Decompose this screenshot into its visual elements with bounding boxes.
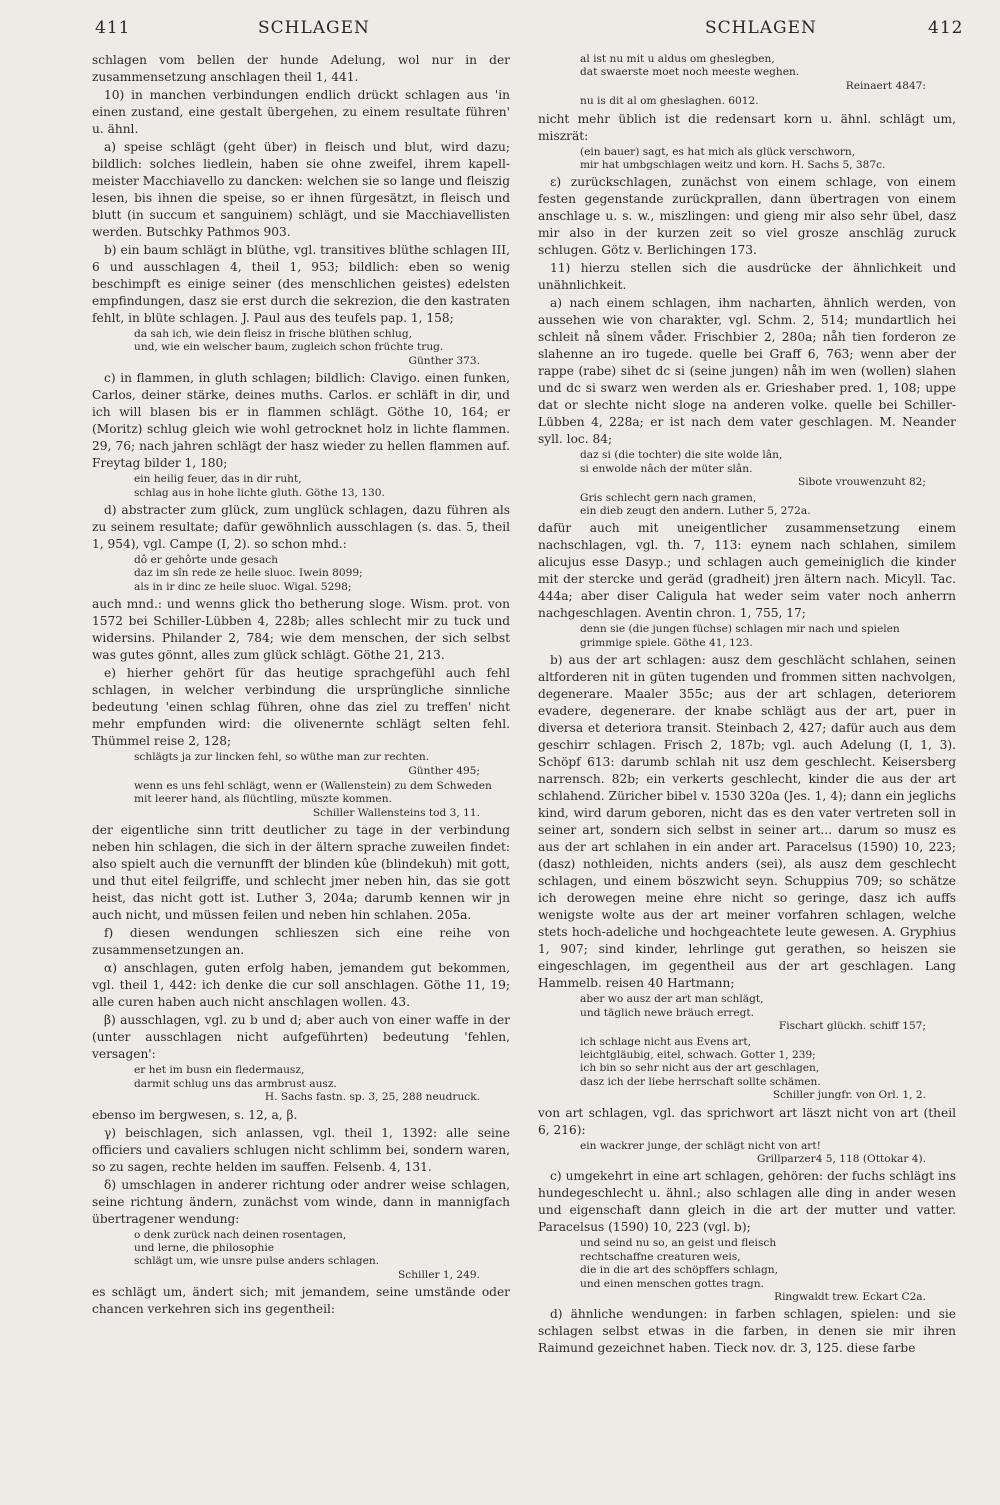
quotation-source: H. Sachs fastn. sp. 3, 25, 288 neudruck.	[264, 1091, 480, 1104]
quotation-line: denn sie (die jungen füchse) schlagen mir nach und spielen	[580, 623, 900, 636]
quotation-line: nu is dit al om gheslaghen. 6012.	[580, 95, 759, 108]
quotation-line: leichtgläubig, eitel, schwach. Gotter 1, 239;	[580, 1048, 816, 1061]
quotation-line: mir hat umbgschlagen weitz und korn. H. Sachs 5, 387c.	[580, 159, 886, 172]
quotation-line: und seind nu so, an geist und fleisch	[580, 1237, 777, 1250]
quotation-line: aber wo ausz der art man schlägt,	[580, 993, 764, 1006]
entry-paragraph: δ) umschlagen in anderer richtung oder andrer weise schlagen, seine richtung ändern, zunächst vom winde, dann in mannigfach übertragener wendung:	[92, 1177, 510, 1226]
entry-paragraph: b) aus der art schlagen: ausz dem geschlächt schlahen, seinen altforderen nit in güten tugenden und frommen sitten nachvolgen, degenerare. Maaler 355c; aus der art schlagen, deteriorem evadere, degenerare. der knabe schlägt aus der art, puer in diversa et deteriora transit. Steinbach 2, 427; dafür auch aus dem geschirr schlagen. Frisch 2, 187b; vgl. auch Adelung (I, 1, 3). Schöpf 613: darumb schlah nit usz dem geschlecht. Keisersberg narrensch. 82b; ein verkerts geschlecht, kinder die aus der art schlahend. Züricher bibel v. 1530 320a (Jes. 1, 4); dann ein jeglichs kind, wird darum geboren, nicht das es den vater vertreten soll in seiner art, sondern sich selbst in seiner art... darum so musz es aus der art schlahen in ein ander art. Paracelsus (1590) 10, 223; (dasz) nothleiden, nichts anders (sei), als ausz dem geschlecht schlagen, und einem böszwicht seyn. Schuppius 709; so schätze ich derowegen meine ehre nicht so geringe, dasz ich auffs wenigste wolte aus der art meiner vorfahren schlagen, welche stets hoch-adeliche und hochgeachtete leute gewesen. A. Gryphius 1, 907; sind kinder, lehrlinge gut gerathen, so heiszen sie eingeschlagen, im gegentheil aus der art geschlagen. Lang Hammelb. reisen 40 Hartmann;	[538, 653, 956, 991]
quotation-line: er het im busn ein fledermausz,	[134, 1064, 305, 1077]
quotation-line: schlägt um, wie unsre pulse anders schlagen.	[134, 1255, 380, 1268]
quotation-line: Gris schlecht gern nach gramen,	[580, 491, 757, 504]
quotation-source: Fischart glückh. schiff 157;	[778, 1020, 926, 1033]
entry-paragraph: e) hierher gehört für das heutige sprachgefühl auch fehl schlagen, in welcher verbindung die ursprüngliche sinnliche bedeutung 'einen schlag führen, ohne das ziel zu treffen' nicht mehr empfunden wird: die olivenernte schlägt selten fehl. Thümmel reise 2, 128;	[92, 666, 510, 749]
quotation-line: schlag aus in hohe lichte gluth. Göthe 13, 130.	[134, 486, 385, 499]
quotation-line: da sah ich, wie dein fleisz in frische blüthen schlug,	[134, 328, 412, 340]
quotation-line: (ein bauer) sagt, es hat mich als glück verschworn,	[580, 145, 856, 158]
quotation-line: al ist nu mit u aldus om gheslegben,	[580, 53, 775, 65]
quotation-block	[538, 1140, 956, 1167]
entry-paragraph: dafür auch mit uneigentlicher zusammensetzung einem nachschlagen, vgl. th. 7, 113: eynem nach schlahen, similem alicujus esse Dasyp.; und schlagen auch gemeiniglich die kinder mit der stercke und geräd (gradheit) jren ältern nach. Micyll. Tac. 444a; aber diser Caligula hat weder seim vater noch anherrn nachgeschlagen. Aventin chron. 1, 755, 17;	[538, 521, 956, 621]
quotation-source: Schiller jungfr. von Orl. 1, 2.	[772, 1089, 926, 1102]
quotation-block	[92, 554, 510, 594]
entry-paragraph: schlagen vom bellen der hunde Adelung, wol nur in der zusammensetzung anschlagen theil 1, 441.	[92, 53, 510, 84]
entry-paragraph: a) speise schlägt (geht über) in fleisch und blut, wird dazu; bildlich: solches liedlein, haben sie ohne zweifel, ihrem kapell-meister Macchiavello zu dancken: welchen sie so lange und fleiszig lesen, bis ihnen die speise, so er ihnen fürgesätzt, in fleisch und blutt (in succum et sanguinem) schlägt, und sie Macchiavellisten werden. Butschky Pathmos 903.	[92, 140, 510, 239]
left-running-head: SCHLAGEN	[258, 18, 370, 38]
quotation-line: und einen menschen gottes tragn.	[580, 1277, 764, 1290]
quotation-line: die in die art des schöpffers schlagn,	[580, 1264, 778, 1277]
quotation-line: und lerne, die philosophie	[134, 1241, 274, 1254]
quotation-block	[538, 492, 956, 519]
quotation-line: und täglich newe bräuch erregt.	[580, 1006, 755, 1019]
quotation-line: als in ir dinc ze heile sluoc. Wigal. 5298;	[134, 580, 352, 593]
quotation-source: Ringwaldt trew. Eckart C2a.	[774, 1290, 926, 1303]
quotation-line: dasz ich der liebe herrschaft sollte schämen.	[580, 1075, 821, 1088]
quotation-block	[538, 95, 956, 108]
quotation-source: Schiller Wallensteins tod 3, 11.	[312, 806, 480, 819]
quotation-source: Günther 373.	[408, 354, 480, 367]
quotation-block	[538, 623, 956, 650]
entry-paragraph: 11) hierzu stellen sich die ausdrücke der ähnlichkeit und unähnlichkeit.	[538, 261, 956, 293]
entry-paragraph: f) diesen wendungen schlieszen sich eine reihe von zusammensetzungen an.	[92, 926, 510, 958]
right-running-head: SCHLAGEN	[705, 18, 817, 38]
quotation-line: grimmige spiele. Göthe 41, 123.	[580, 636, 753, 649]
left-page-number: 411	[95, 18, 131, 38]
entry-paragraph: nicht mehr üblich ist die redensart korn u. ähnl. schlägt um, miszrät:	[538, 111, 956, 143]
quotation-block	[92, 1229, 510, 1283]
quotation-block	[538, 146, 956, 173]
quotation-line: ein dieb zeugt den andern. Luther 5, 272a.	[580, 505, 811, 518]
entry-paragraph: c) umgekehrt in eine art schlagen, gehören: der fuchs schlägt ins hundegeschlecht u. ähnl.; also schlagen alle ding in ander wesen und eigenschaft dann gleich in die art der mutter und vatter. Paracelsus (1590) 10, 223 (vgl. b);	[538, 1169, 956, 1235]
entry-paragraph: a) nach einem schlagen, ihm nacharten, ähnlich werden, von aussehen wie von charakter, vgl. Schm. 2, 514; mundartlich hei schleit nå sînem våder. Frischbier 2, 280a; nåh tien forderon ze slahenne an iro tugede. quelle bei Graff 6, 763; wenn aber der rappe (rabe) sihet dc si (seine jungen) nåh im wen (wollen) slahen und dc si swarz wen werden als er. Grieshaber pred. 1, 108; uppe dat or slechte nicht sloge na anderen volke. quelle bei Schiller-Lübben 4, 228a; er ist nach dem vater geschlagen. M. Neander syll. loc. 84;	[538, 296, 956, 447]
quotation-block	[538, 449, 956, 489]
entry-paragraph: es schlägt um, ändert sich; mit jemandem, seine umstände oder chancen verkehren sich ins gegentheil:	[92, 1285, 510, 1317]
quotation-line: daz im sîn rede ze heile sluoc. Iwein 8099;	[134, 567, 363, 580]
quotation-block	[92, 751, 510, 778]
entry-paragraph: γ) beischlagen, sich anlassen, vgl. theil 1, 1392: alle seine officiers und cavaliers schlugen nicht schlimm bei, sondern waren, so zu sagen, rechte helden im sauffen. Felsenb. 4, 131.	[92, 1125, 510, 1174]
quotation-block	[92, 780, 510, 820]
quotation-line: dô er gehôrte unde gesach	[134, 554, 279, 567]
quotation-source: Sibote vrouwenzuht 82;	[797, 476, 926, 489]
quotation-line: ein heilig feuer, das in dir ruht,	[134, 473, 302, 486]
entry-paragraph: b) ein baum schlägt in blüthe, vgl. transitives blüthe schlagen III, 6 und ausschlagen 4, theil 1, 953; bildlich: eben so wenig beschimpft es einige seiner (des menschlichen geistes) edelsten empfindungen, dasz sie erst durch die sekrezion, die den kastraten fehlt, in blüte schlagen. J. Paul aus des teufels pap. 1, 158;	[92, 243, 510, 325]
entry-paragraph: d) abstracter zum glück, zum unglück schlagen, dazu führen als zu seinem resultate; dafür gewöhnlich ausschlagen (s. das. 5, theil 1, 954), vgl. Campe (I, 2). so schon mhd.:	[92, 503, 510, 552]
entry-paragraph: 10) in manchen verbindungen endlich drückt schlagen aus 'in einen zustand, eine gestalt übergehen, zu einem resultate führen' u. ähnl.	[92, 88, 510, 136]
right-column	[538, 52, 956, 1358]
quotation-line: ich bin so sehr nicht aus der art geschlagen,	[580, 1062, 820, 1075]
quotation-line: o denk zurück nach deinen rosentagen,	[134, 1228, 347, 1241]
quotation-block	[538, 993, 956, 1033]
quotation-block	[92, 1064, 510, 1104]
quotation-source: Grillparzer4 5, 118 (Ottokar 4).	[756, 1152, 926, 1165]
quotation-line: ein wackrer junge, der schlägt nicht von art!	[580, 1139, 821, 1152]
quotation-block	[538, 1036, 956, 1103]
quotation-block	[92, 328, 510, 368]
entry-paragraph: c) in flammen, in gluth schlagen; bildlich: Clavigo. einen funken, Carlos, deiner stärke, deines muths. Carlos. er schläft in dir, und ich will blasen bis er in flammen schlägt. Göthe 10, 164; er (Moritz) schlug gleich wie wohl getrocknet holz in lichte flammen. 29, 76; nach jahren schlägt der hasz wieder zu hellen flammen auf. Freytag bilder 1, 180;	[92, 371, 510, 471]
quotation-source: Reinaert 4847:	[845, 79, 926, 92]
right-page-number: 412	[928, 18, 964, 38]
quotation-line: si enwolde nâch der müter slân.	[580, 462, 753, 475]
quotation-source: Günther 495;	[408, 764, 480, 777]
quotation-line: daz si (die tochter) die site wolde lân,	[580, 449, 783, 462]
entry-paragraph: auch mnd.: und wenns glick tho betherung sloge. Wism. prot. von 1572 bei Schiller-Lübben 4, 228b; alles schlecht mir zu tuck und widersins. Philander 2, 784; wie dem menschen, der sich selbst was gutes gönnt, alles zum glück schlägt. Göthe 21, 213.	[92, 597, 510, 663]
quotation-source: Schiller 1, 249.	[398, 1268, 480, 1281]
quotation-line: schlägts ja zur lincken fehl, so wüthe man zur rechten.	[134, 751, 430, 764]
quotation-line: mit leerer hand, als flüchtling, müszte kommen.	[134, 793, 392, 806]
quotation-line: rechtschaffne creaturen weis,	[580, 1250, 741, 1263]
quotation-line: ich schlage nicht aus Evens art,	[580, 1035, 751, 1048]
entry-paragraph: ε) zurückschlagen, zunächst von einem schlage, von einem festen gegenstande zurückprallen, dann übertragen von einem anschlage u. s. w., miszlingen: und gieng mir also sehr übel, dasz mir also in der kurzen zeit so viel grosze anschläg zuruck schlugen. Götz v. Berlichingen 173.	[538, 175, 956, 258]
left-column	[92, 52, 510, 1319]
quotation-line: dat swaerste moet noch meeste weghen.	[580, 66, 800, 79]
quotation-line: wenn es uns fehl schlägt, wenn er (Wallenstein) zu dem Schweden	[134, 780, 492, 793]
quotation-line: und, wie ein welscher baum, zugleich schon früchte trug.	[134, 341, 444, 354]
entry-paragraph: β) ausschlagen, vgl. zu b und d; aber auch von einer waffe in der (unter ausschlagen nicht aufgeführten) bedeutung 'fehlen, versagen':	[92, 1013, 510, 1062]
quotation-block	[92, 473, 510, 500]
entry-paragraph: α) anschlagen, guten erfolg haben, jemandem gut bekommen, vgl. theil 1, 442: ich denke die cur soll anschlagen. Göthe 11, 19; alle curen haben auch nicht anschlagen wollen. 43.	[92, 961, 510, 1010]
entry-paragraph: von art schlagen, vgl. das sprichwort art läszt nicht von art (theil 6, 216):	[538, 1105, 956, 1137]
quotation-block	[538, 1237, 956, 1304]
entry-paragraph: ebenso im bergwesen, s. 12, a, β.	[92, 1107, 298, 1122]
quotation-line: darmit schlug uns das armbrust ausz.	[134, 1077, 337, 1090]
entry-paragraph: d) ähnliche wendungen: in farben schlagen, spielen: und sie schlagen selbst etwas in die farben, in denen sie mir ihren Raimund gezeichnet haben. Tieck nov. dr. 3, 125. diese farbe	[538, 1307, 956, 1356]
entry-paragraph: der eigentliche sinn tritt deutlicher zu tage in der verbindung neben hin schlagen, die sich in der ältern sprache zuweilen findet: also spielt auch die vernunfft der blinden kûe (blindekuh) mit gott, und thut eitel feilgriffe, und schlecht jmer neben hin, das sie gott heist, das nicht gott ist. Luther 3, 204a; darumb kennen wir jn auch nicht, und müssen feilen und neben hin schlahen. 205a.	[92, 823, 510, 923]
quotation-block	[538, 53, 956, 93]
